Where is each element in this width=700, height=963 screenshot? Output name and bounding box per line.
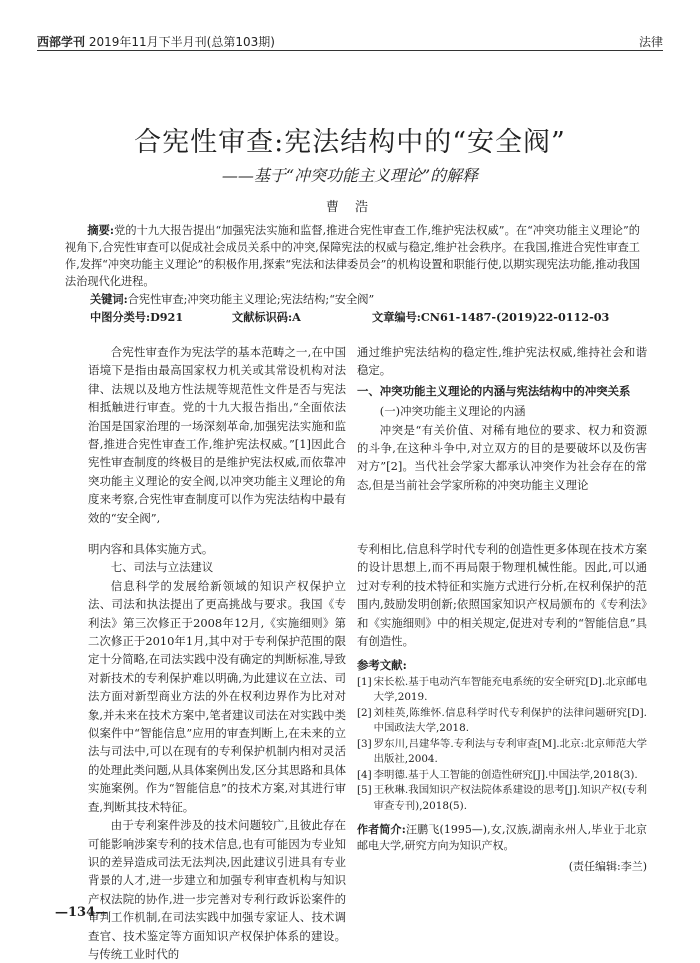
keywords-text: 合宪性审查;冲突功能主义理论;宪法结构;“安全阀” [127,293,375,306]
body-left-top [88,343,346,527]
article-title: 合宪性审查:宪法结构中的“安全阀” [134,127,566,158]
reference-number: [3] [357,737,372,750]
reference-item [357,675,647,706]
document-code: 文献标识码:A [232,310,301,324]
body-paragraph: 通过维护宪法结构的稳定性,维护宪法权威,维持社会和谐稳定。 [357,345,647,378]
reference-text: 王秋琳.我国知识产权法院体系建设的思考[J].知识产权(专利审查专刊),2018(5). [373,784,647,812]
journal-name: 西部学刊 [37,35,86,49]
reference-text: 罗东川,吕建华等.专利法与专利审查[M].北京:北京师范大学出版社,2004. [373,737,647,766]
body-paragraph: 明内容和具体实施方式。 [88,542,214,556]
reference-number: [2] [357,706,372,719]
clc-number: 中图分类号:D921 [90,310,184,324]
bio-label: 作者简介: [357,823,406,837]
page-number: —134— [55,905,109,920]
body-left-bottom [88,540,346,963]
reference-list [357,675,647,815]
page-header [37,30,663,50]
responsible-editor: (责任编辑:李兰) [568,860,647,874]
body-paragraph: 由于专利案件涉及的技术问题较广,且彼此存在可能影响涉案专利的技术信息,也有可能因为专业知识的差异造成司法无法判决,因此建议引进具有专业背景的人才,进一步建立和加强专利审查机构与知识产权法院的协作,进一步完善对专利行政诉讼案件的审判工作机制,在司法实践中加强专家证人、技术调查官、技术鉴定等方面知识产权保护体系的建设。与传统工业时代的 [88,818,346,961]
reference-item [357,783,647,814]
issue-info: 2019年11月下半月刊(总第103期) [88,35,275,49]
subsection-heading: (一)冲突功能主义理论的内涵 [379,404,526,419]
reference-item [357,706,647,737]
reference-number: [4] [357,768,372,781]
article-number: 文章编号:CN61-1487-(2019)22-0112-03 [372,310,610,324]
keywords [90,291,640,307]
journal-issue [37,33,275,50]
reference-text: 李明德.基于人工智能的创造性研究[J].中国法学,2018(3). [373,768,638,781]
body-right-bottom [357,540,647,877]
reference-number: [1] [357,675,372,688]
section-label: 法律 [638,35,663,49]
keywords-label: 关键词: [90,292,128,306]
references-heading: 参考文献: [357,658,407,673]
reference-text: 刘桂英,陈维怀.信息科学时代专利保护的法律问题研究[D].中国政法大学,2018. [373,706,647,735]
section-heading: 一、冲突功能主义理论的内涵与宪法结构中的冲突关系 [357,383,631,398]
reference-item [357,737,647,768]
article-author: 曹 浩 [325,200,375,215]
reference-item [357,768,647,784]
article-subtitle: ——基于“冲突功能主义理论”的解释 [221,166,479,185]
reference-number: [5] [357,784,372,797]
body-right-top [357,343,647,494]
abstract-text: 党的十九大报告提出“加强宪法实施和监督,推进合宪性审查工作,维护宪法权威”。在“冲突功能主义理论”的视角下,合宪性审查可以促成社会成员关系中的冲突,保障宪法的权威与稳定,维护社会秩序。在我国,推进合宪性审查工作,发挥“冲突功能主义理论”的积极作用,探索“宪法和法律委员会”的机构设置和职能行使,以期实现宪法功能,推动我国法治现代化进程。 [65,224,640,288]
abstract [65,222,640,290]
author-bio [357,822,647,854]
bio-text: 汪鹏飞(1995—),女,汉族,湖南永州人,毕业于北京邮电大学,研究方向为知识产权。 [357,823,648,853]
body-paragraph: 合宪性审查作为宪法学的基本范畴之一,在中国语境下是指由最高国家权力机关或其常设机构对法律、法规以及地方性法规等规范性文件是否与宪法相抵触进行审查。党的十九大报告指出,“全面依法治国是国家治理的一场深刻革命,加强宪法实施和监督,推进合宪性审查工作,维护宪法权威。”[1]因此合宪性审查制度的终极目的是维护宪法权威,而依靠冲突功能主义理论的安全阀,以冲突功能主义理论的角度来考察,合宪性审查制度可以作为宪法结构中最有效的“安全阀”, [88,345,346,525]
reference-text: 宋长松.基于电动汽车智能充电系统的安全研究[D].北京邮电大学,2019. [373,675,647,704]
body-paragraph: 冲突是“有关价值、对稀有地位的要求、权力和资源的斗争,在这种斗争中,对立双方的目的是要破坏以及伤害对方”[2]。当代社会学家大都承认冲突作为社会存在的常态,但是当前社会学家所称的冲突功能主义理论 [357,422,647,492]
body-paragraph: 专利相比,信息科学时代专利的创造性更多体现在技术方案的设计思想上,而不再局限于物理机械性能。因此,可以通过对专利的技术特征和实施方式进行分析,在权利保护的范围内,鼓励发明创新;依照国家知识产权局颁布的《专利法》和《实施细则》中的相关规定,促进对专利的“智能信息”具有创造性。 [357,542,647,649]
header-rule [37,50,663,51]
subsection-heading: 七、司法与立法建议 [110,560,214,575]
body-paragraph: 信息科学的发展给新领域的知识产权保护立法、司法和执法提出了更高挑战与要求。我国《专利法》第三次修正于2008年12月,《实施细则》第二次修正于2010年1月,其中对于专利保护范围的限定十分简略,在司法实践中没有确定的判断标准,导致对新技术的专利保护难以明确,为此建议在立法、司法方面对新型商业方法的外在权利边界作为比对对象,并未来在技术方案中,笔者建议司法在对实践中类似案件中“智能信息”应用的审查判断上,在未来的立法与司法中,可以在现有的专利保护机制内相对灵活的处理此类问题,从具体案例出发,区分其思路和具体实施案例。作为“智能信息”的技术方案,对其进行审查,判断其技术特征。 [88,578,346,814]
abstract-label: 摘要: [87,223,115,237]
